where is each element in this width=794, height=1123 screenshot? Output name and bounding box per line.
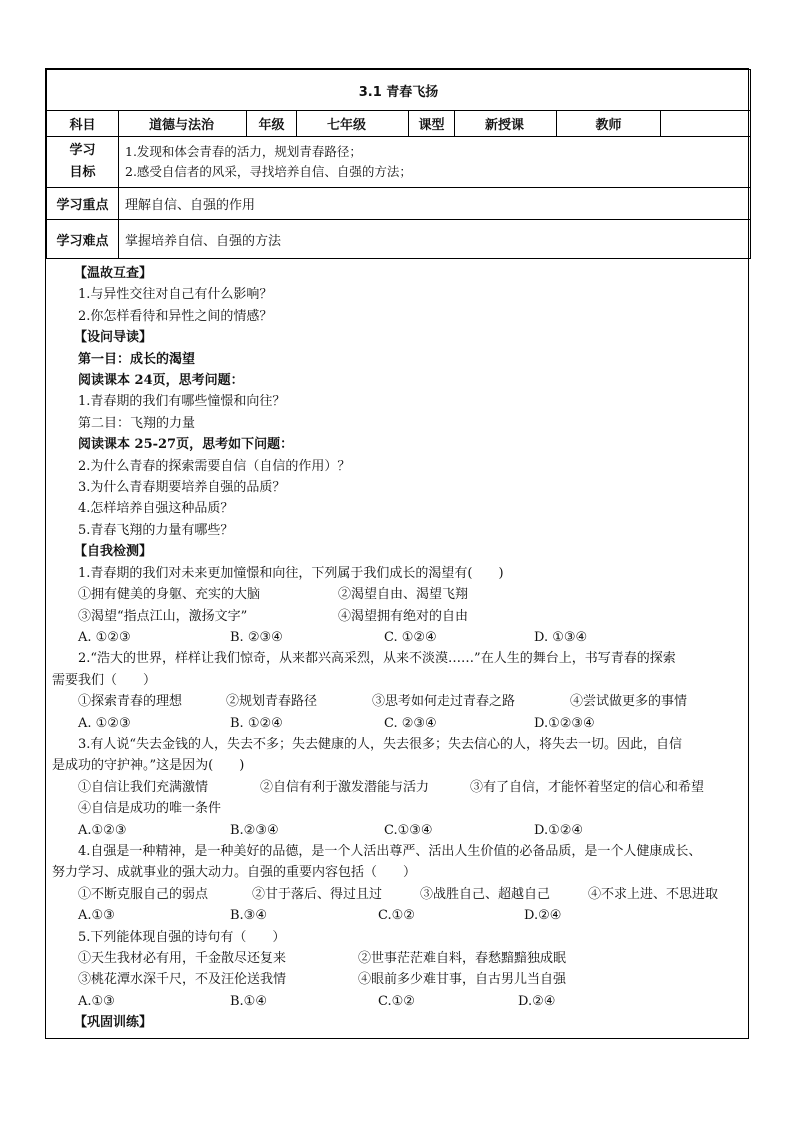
info-row xyxy=(47,111,751,137)
test-heading: 【自我检测】 xyxy=(74,544,153,560)
test-q4-statements: ①不断克服自己的弱点 ②甘于落后、得过且过 ③战胜自己、超越自己 ④不求上进、不思进取 xyxy=(78,886,719,902)
guide-heading: 【设问导读】 xyxy=(74,330,153,346)
test-q2-stem-2: 需要我们（ ） xyxy=(52,672,157,688)
guide-read1: 阅读课本 24页，思考问题： xyxy=(78,373,244,389)
guide-q3: 3.为什么青春期要培养自强的品质？ xyxy=(78,480,286,496)
test-q5-options: A.①③ B.①④ C.①② D.②④ xyxy=(78,993,556,1009)
test-q4-options: A.①③ B.③④ C.①② D.②④ xyxy=(78,908,562,924)
goal-label: 学习 目标 xyxy=(47,137,119,188)
review-q2: 2.你怎样看待和异性之间的情感？ xyxy=(78,308,273,324)
test-q3-stem-1: 3.有人说“失去金钱的人，失去不多；失去健康的人，失去很多；失去信心的人，将失去一切。因此，自信 xyxy=(78,736,683,752)
teacher-value xyxy=(661,111,751,137)
difficulty-text: 掌握培养自信、自强的方法 xyxy=(119,220,751,259)
test-q4-stem-1: 4.自强是一种精神，是一种美好的品德，是一个人活出尊严、活出人生价值的必备品质，是一个人健康成长、 xyxy=(78,843,702,859)
test-q4-stem-2: 努力学习、成就事业的强大动力。自强的重要内容包括（ ） xyxy=(52,865,417,881)
subject-value: 道德与法治 xyxy=(119,111,247,137)
test-q3-options: A.①②③ B.②③④ C.①③④ D.①②④ xyxy=(78,822,584,838)
test-q3-statement-4: ④自信是成功的唯一条件 xyxy=(78,801,222,817)
test-q2-statements: ①探索青春的理想 ②规划青春路径 ③思考如何走过青春之路 ④尝试做更多的事情 xyxy=(78,694,688,710)
type-value: 新授课 xyxy=(455,111,557,137)
focus-label: 学习重点 xyxy=(47,188,119,220)
difficulty-label: 学习难点 xyxy=(47,220,119,259)
page-title: 3.1 青春飞扬 xyxy=(47,70,751,111)
test-q1-options: A. ①②③ B. ②③④ C. ①②④ D. ①③④ xyxy=(78,629,588,645)
test-q3-statements-a: ①自信让我们充满激情 ②自信有利于激发潜能与活力 ③有了自信，才能怀着坚定的信心和希望 xyxy=(78,779,705,795)
test-q5-statements-b: ③桃花潭水深千尺，不及汪伦送我情 ④眼前多少难甘事，自古男儿当自强 xyxy=(78,972,567,988)
consolidate-heading: 【巩固训练】 xyxy=(74,1015,153,1031)
guide-q4: 4.怎样培养自强这种品质？ xyxy=(78,501,234,517)
guide-q2: 2.为什么青春的探索需要自信（自信的作用）？ xyxy=(78,458,351,474)
test-q2-options: A. ①②③ B. ①②④ C. ②③④ D.①②③④ xyxy=(78,715,595,731)
test-q5-stem: 5.下列能体现自强的诗句有（ ） xyxy=(78,929,286,945)
content-body xyxy=(46,259,748,1038)
guide-part1: 第一目：成长的渴望 xyxy=(78,351,196,367)
goal-row xyxy=(47,137,751,188)
guide-q5: 5.青春飞翔的力量有哪些？ xyxy=(78,522,234,538)
guide-q1: 1.青春期的我们有哪些憧憬和向往？ xyxy=(78,394,286,410)
subject-label: 科目 xyxy=(47,111,119,137)
test-q3-stem-2: 是成功的守护神。”这是因为( ) xyxy=(52,758,245,774)
goal-text: 1.发现和体会青春的活力，规划青春路径； 2.感受自信者的风采，寻找培养自信、自强的方法； xyxy=(119,137,751,188)
type-label: 课型 xyxy=(409,111,455,137)
test-q1-statements-b: ③渴望“指点江山，激扬文字” ④渴望拥有绝对的自由 xyxy=(78,608,469,624)
worksheet xyxy=(45,68,749,1039)
review-heading: 【温故互查】 xyxy=(74,266,153,281)
test-q2-stem-1: 2.“浩大的世界，样样让我们惊奇，从来都兴高采烈，从来不淡漠……”在人生的舞台上，书写青春的探索 xyxy=(78,651,676,667)
grade-value: 七年级 xyxy=(297,111,409,137)
focus-text: 理解自信、自强的作用 xyxy=(119,188,751,220)
teacher-label: 教师 xyxy=(557,111,661,137)
guide-part2: 第二目：飞翔的力量 xyxy=(78,415,196,431)
header-table xyxy=(46,69,751,259)
difficulty-row xyxy=(47,220,751,259)
grade-label: 年级 xyxy=(247,111,297,137)
test-q1-statements-a: ①拥有健美的身躯、充实的大脑 ②渴望自由、渴望飞翔 xyxy=(78,587,469,603)
focus-row xyxy=(47,188,751,220)
test-q1-stem: 1.青春期的我们对未来更加憧憬和向往，下列属于我们成长的渴望有( ) xyxy=(78,565,504,581)
review-q1: 1.与异性交往对自己有什么影响？ xyxy=(78,287,273,303)
test-q5-statements-a: ①天生我材必有用，千金散尽还复来 ②世事茫茫难自料，春愁黯黯独成眠 xyxy=(78,951,567,966)
guide-read2: 阅读课本 25-27页，思考如下问题： xyxy=(78,437,294,453)
